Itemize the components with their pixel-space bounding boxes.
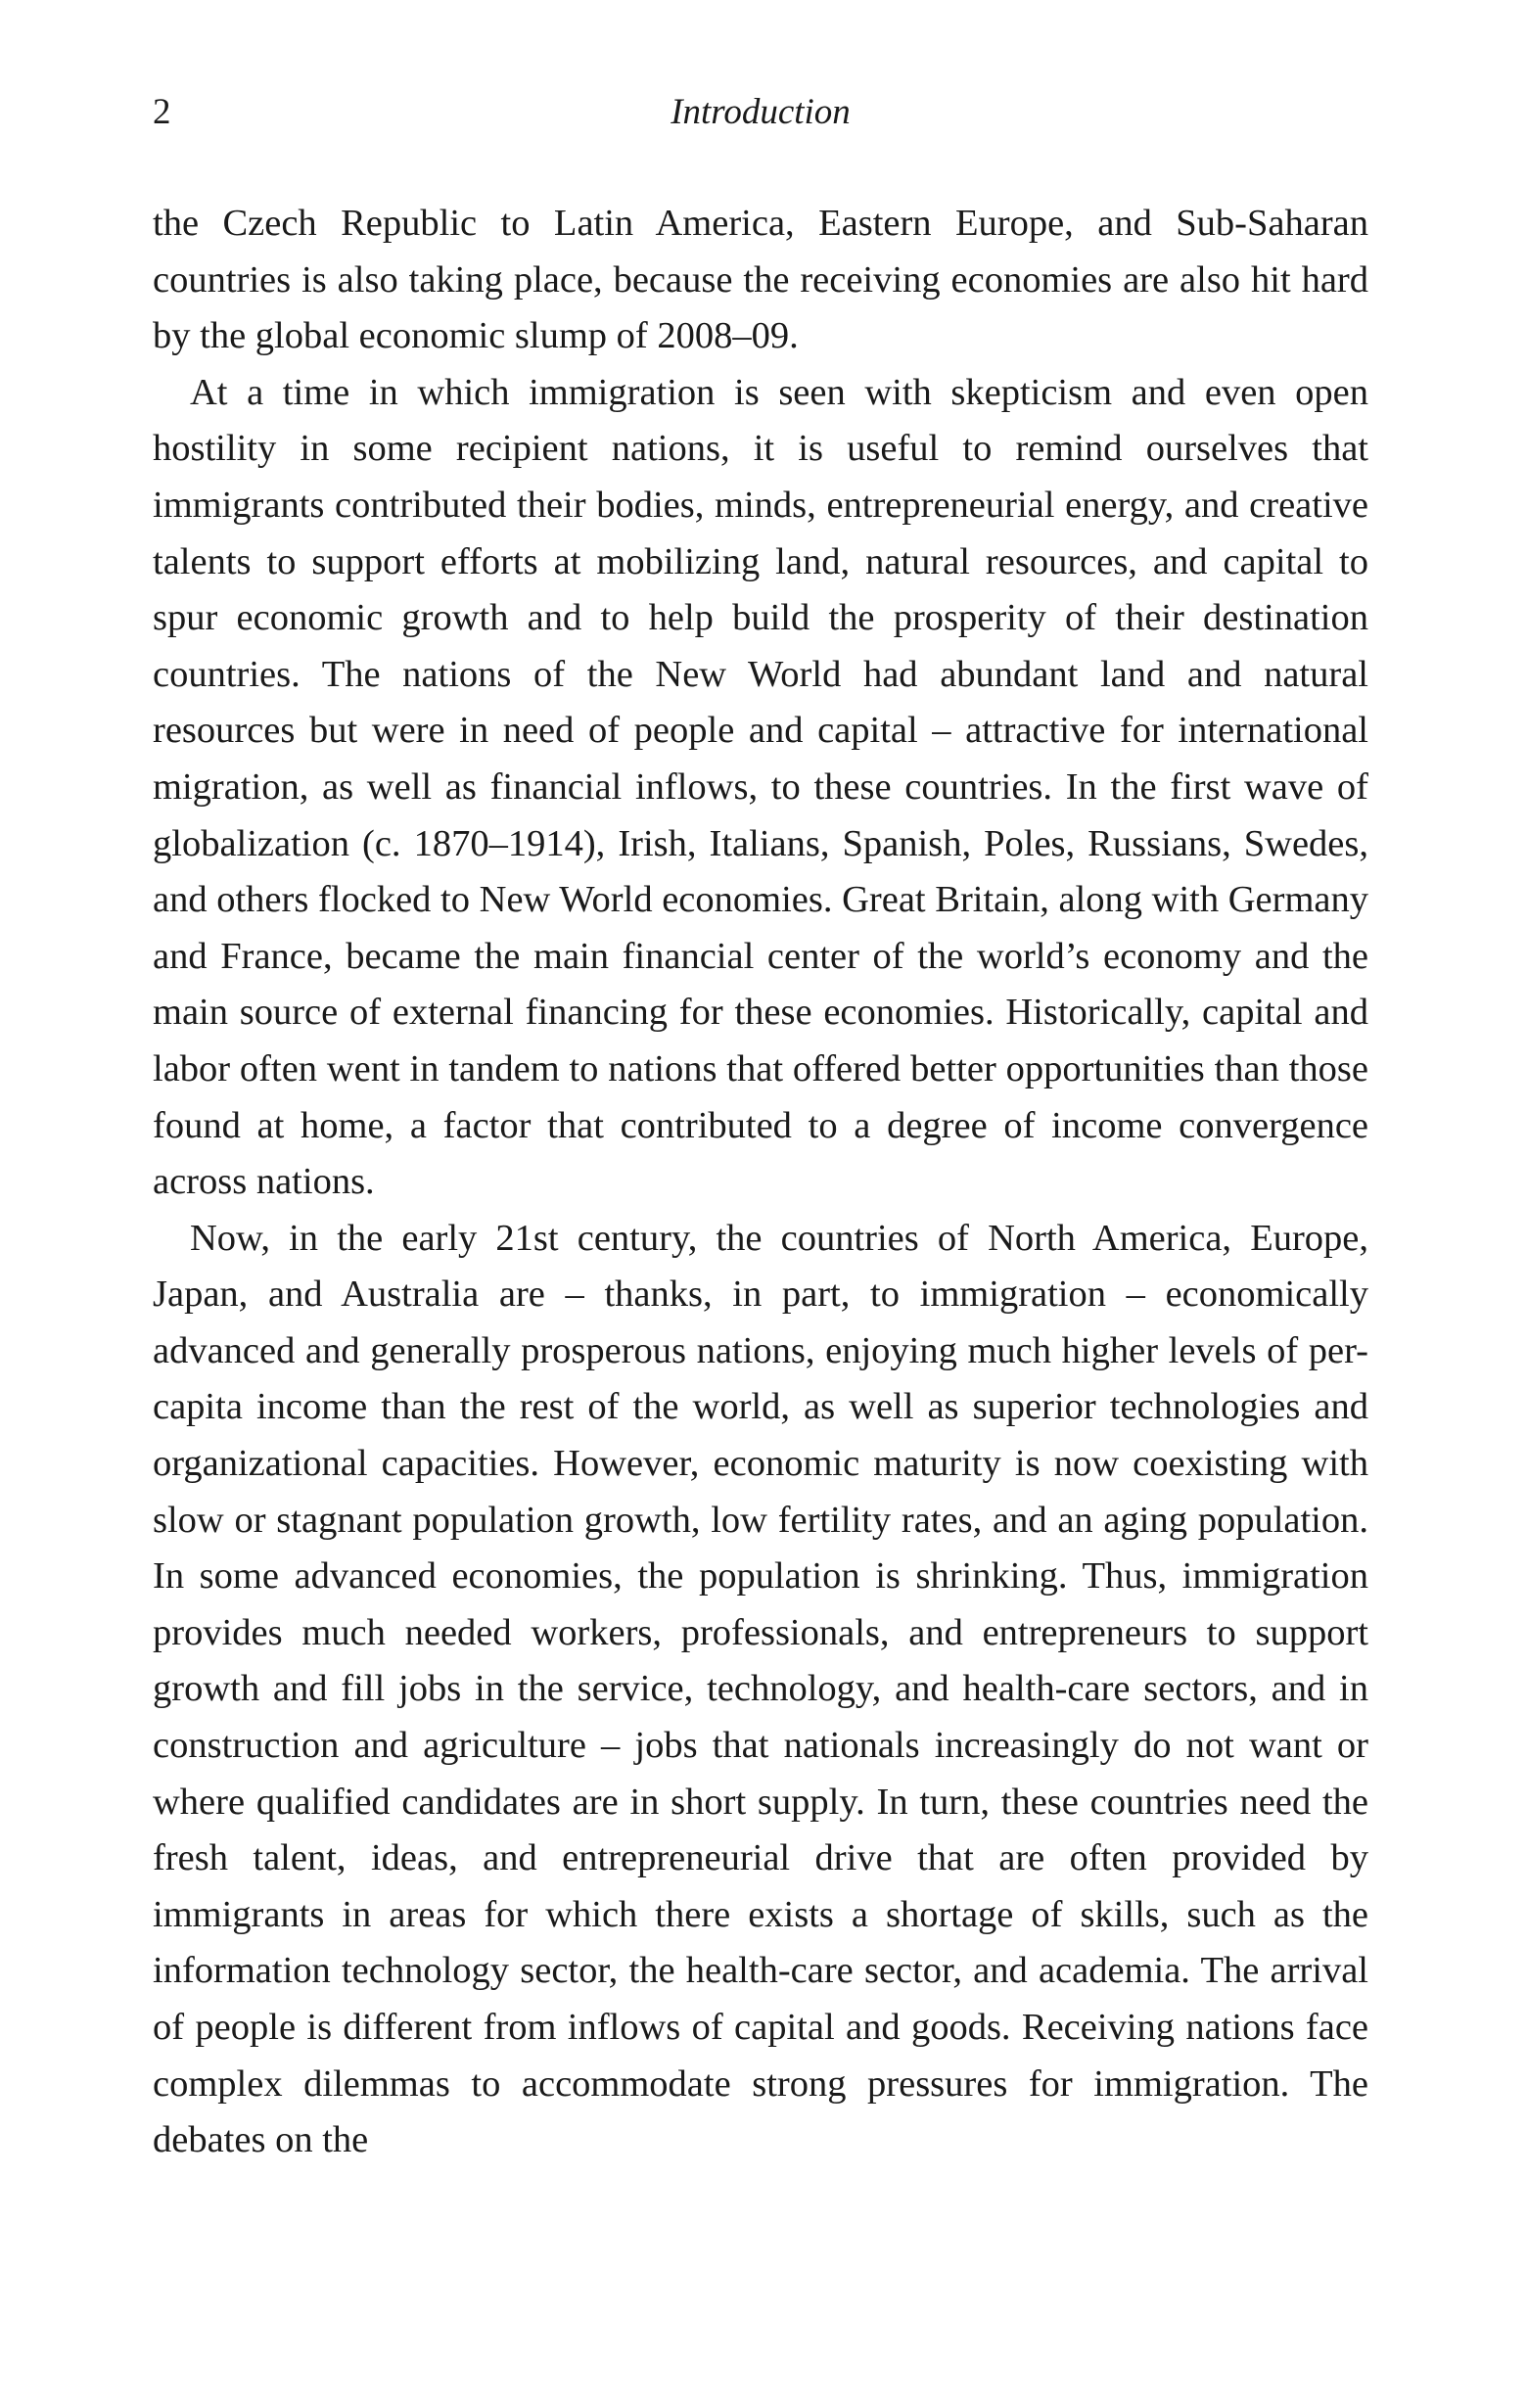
paragraph: At a time in which immigration is seen with skepticism and even open hostility in some recipient nations, it is useful to remind ourselves that immigrants contributed their bodies, minds, entrepreneurial energy, and creative talents to support efforts at mobilizing land, natural resources, and capital to spur economic growth and to help build the prosperity of their destination countries. The nations of the New World had abundant land and natural resources but were in need of people and capital – attractive for international migration, as well as financial inflows, to these countries. In the first wave of globalization (c. 1870–1914), Irish, Italians, Spanish, Poles, Russians, Swedes, and others flocked to New World economies. Great Britain, along with Germany and France, became the main financial center of the world’s economy and the main source of external financing for these economies. Historically, capital and labor often went in tandem to nations that offered better opportunities than those found at home, a factor that contributed to a degree of income convergence across nations. — [153, 371, 1368, 1203]
paragraph-continued: the Czech Republic to Latin America, Eastern Europe, and Sub-Saharan countries is also taking place, because the receiving economies are also hit hard by the global economic slump of 2008–09. — [153, 203, 1368, 357]
paragraph: Now, in the early 21st century, the countries of North America, Europe, Japan, and Australia are – thanks, in part, to immigration – economically advanced and generally prosperous nations, enjoying much higher levels of per-capita income than the rest of the world, as well as superior technologies and organizational capacities. However, economic maturity is now coexisting with slow or stagnant population growth, low fertility rates, and an aging population. In some advanced economies, the population is shrinking. Thus, immigration provides much needed workers, professionals, and entrepreneurs to support growth and fill jobs in the service, technology, and health-care sectors, and in construction and agriculture – jobs that nationals increasingly do not want or where qualified candidates are in short supply. In turn, these countries need the fresh talent, ideas, and entrepreneurial drive that are often provided by immigrants in areas for which there exists a shortage of skills, such as the information technology sector, the health-care sector, and academia. The arrival of people is different from inflows of capital and goods. Receiving nations face complex dilemmas to accommodate strong pressures for immigration. The debates on the — [153, 1217, 1368, 2161]
running-head — [153, 88, 1368, 137]
body-text — [153, 196, 1368, 2169]
page-number: 2 — [153, 92, 171, 132]
running-title: Introduction — [671, 92, 851, 132]
